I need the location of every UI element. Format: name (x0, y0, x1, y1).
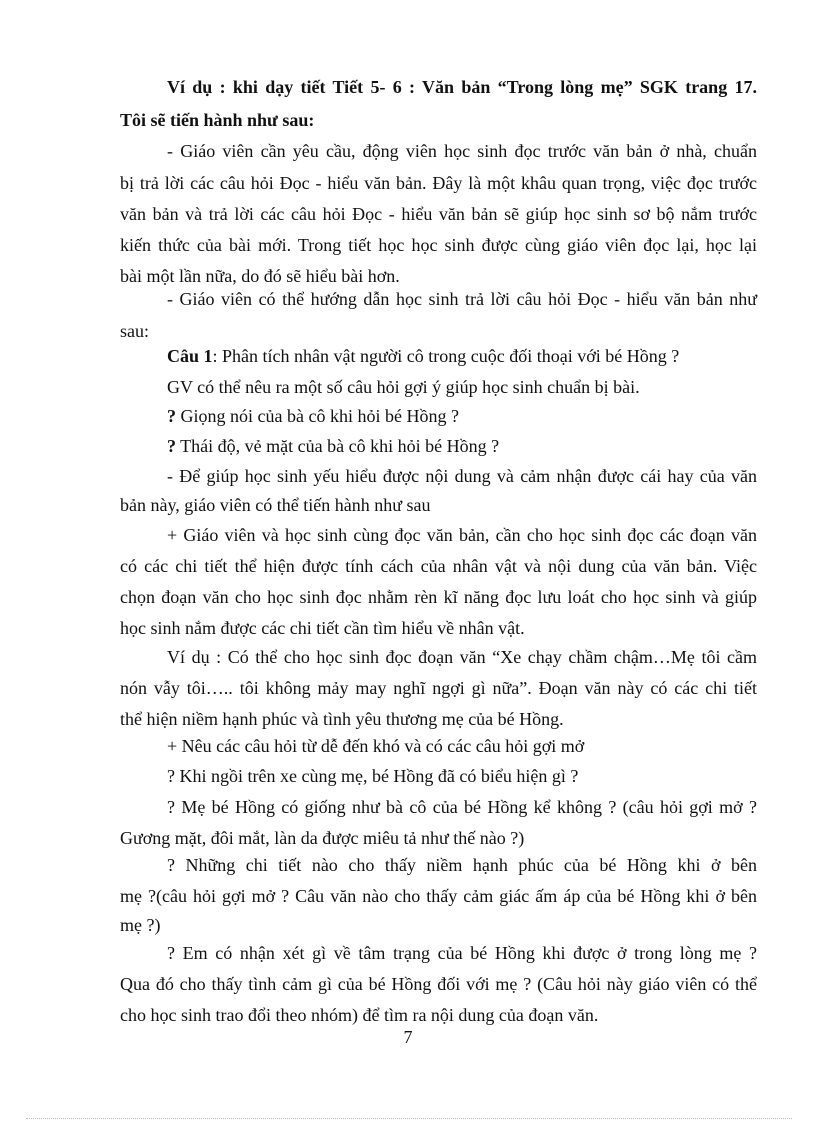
paragraph-line: thể hiện niềm hạnh phúc và tình yêu thương mẹ của bé Hồng. (120, 709, 564, 729)
paragraph-line: bị trả lời các câu hỏi Đọc - hiểu văn bản. Đây là một khâu quan trọng, việc đọc trước (120, 173, 757, 193)
paragraph-line: ? Mẹ bé Hồng có giống như bà cô của bé Hồng kể không ? (câu hỏi gợi mở ? (167, 797, 757, 817)
footer-divider (26, 1118, 792, 1119)
paragraph-line: nón vẫy tôi….. tôi không mảy may nghĩ ngợi gì nữa”. Đoạn văn này có các chi tiết (120, 678, 757, 698)
paragraph-line: + Giáo viên và học sinh cùng đọc văn bản, cần cho học sinh đọc các đoạn văn (167, 525, 757, 545)
question-mark: ? (167, 406, 176, 426)
guide-question-2 (167, 435, 499, 457)
paragraph-line: Ví dụ : Có thể cho học sinh đọc đoạn văn “Xe chạy chầm chậm…Mẹ tôi cầm (167, 647, 757, 667)
paragraph-line: kiến thức của bài mới. Trong tiết học học sinh được cùng giáo viên đọc lại, học lại (120, 235, 757, 255)
paragraph-line: ? Những chi tiết nào cho thấy niềm hạnh phúc của bé Hồng khi ở bên (167, 855, 757, 875)
page-number: 7 (403, 1027, 413, 1047)
cau-1-label: Câu 1 (167, 346, 213, 366)
heading-line-2: Tôi sẽ tiến hành như sau: (120, 110, 315, 130)
cau-1-text: : Phân tích nhân vật người cô trong cuộc đối thoại với bé Hồng ? (212, 346, 680, 366)
heading-line-1: Ví dụ : khi dạy tiết Tiết 5- 6 : Văn bản “Trong lòng mẹ” SGK trang 17. (167, 77, 757, 97)
paragraph-line: GV có thể nêu ra một số câu hỏi gợi ý giúp học sinh chuẩn bị bài. (167, 377, 640, 397)
paragraph-line: mẹ ?) (120, 915, 161, 935)
paragraph-line: cho học sinh trao đổi theo nhóm) để tìm ra nội dung của đoạn văn. (120, 1005, 599, 1025)
paragraph-line: chọn đoạn văn cho học sinh đọc nhằm rèn kĩ năng đọc lưu loát cho học sinh và giúp (120, 587, 757, 607)
paragraph-line: học sinh nắm được các chi tiết cần tìm hiểu về nhân vật. (120, 618, 525, 638)
paragraph-line: + Nêu các câu hỏi từ dễ đến khó và có các câu hỏi gợi mở (167, 736, 585, 756)
paragraph-line: Gương mặt, đôi mắt, làn da được miêu tả như thế nào ?) (120, 828, 525, 848)
paragraph-line: - Giáo viên cần yêu cầu, động viên học sinh đọc trước văn bản ở nhà, chuẩn (167, 141, 757, 161)
guide-question-text: Thái độ, vẻ mặt của bà cô khi hỏi bé Hồng ? (176, 436, 500, 456)
question-mark: ? (167, 436, 176, 456)
paragraph-line: ? Khi ngồi trên xe cùng mẹ, bé Hồng đã có biểu hiện gì ? (167, 766, 579, 786)
paragraph-line: bài một lần nữa, do đó sẽ hiểu bài hơn. (120, 266, 400, 286)
guide-question-1 (167, 405, 459, 427)
paragraph-line: - Giáo viên có thể hướng dẫn học sinh trả lời câu hỏi Đọc - hiểu văn bản như (167, 289, 757, 309)
paragraph-line: ? Em có nhận xét gì về tâm trạng của bé Hồng khi được ở trong lòng mẹ ? (167, 943, 757, 963)
question-cau-1 (167, 345, 679, 367)
guide-question-text: Giọng nói của bà cô khi hỏi bé Hồng ? (176, 406, 459, 426)
paragraph-line: bản này, giáo viên có thể tiến hành như sau (120, 495, 431, 515)
paragraph-line: mẹ ?(câu hỏi gợi mở ? Câu văn nào cho thấy cảm giác ấm áp của bé Hồng khi ở bên (120, 886, 757, 906)
paragraph-line: có các chi tiết thể hiện được tính cách của nhân vật và nội dung của văn bản. Việc (120, 556, 757, 576)
paragraph-line: văn bản và trả lời các câu hỏi Đọc - hiểu văn bản sẽ giúp học sinh sơ bộ nắm trước (120, 204, 757, 224)
paragraph-line: Qua đó cho thấy tình cảm gì của bé Hồng đối với mẹ ? (Câu hỏi này giáo viên có thể (120, 974, 757, 994)
paragraph-line: sau: (120, 321, 149, 341)
paragraph-line: - Để giúp học sinh yếu hiểu được nội dung và cảm nhận được cái hay của văn (167, 466, 757, 486)
